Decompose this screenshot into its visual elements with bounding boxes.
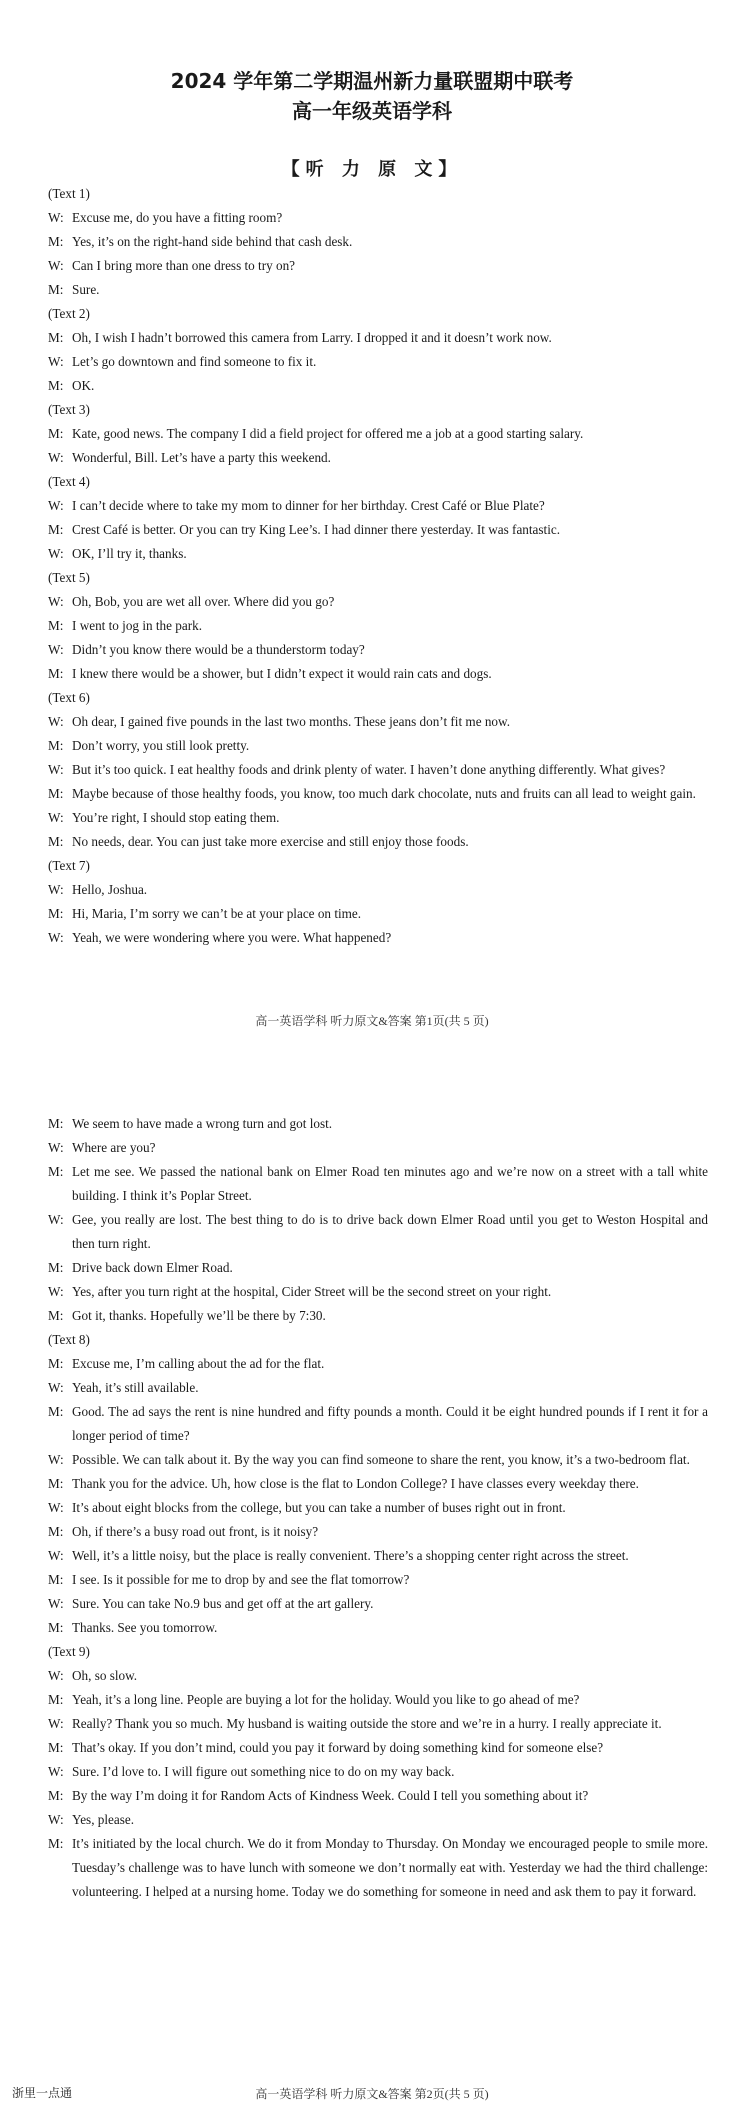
speaker-label: W: <box>48 258 64 273</box>
dialogue-text: Maybe because of those healthy foods, you know, too much dark chocolate, nuts and fruits can all lead to weight gain. <box>72 786 696 801</box>
dialogue-line <box>48 830 708 854</box>
dialogue-text: Sure. You can take No.9 bus and get off at the art gallery. <box>72 1596 374 1611</box>
dialogue-text: Let’s go downtown and find someone to fix it. <box>72 354 317 369</box>
dialogue-line <box>48 614 708 638</box>
dialogue-text: Oh dear, I gained five pounds in the last two months. These jeans don’t fit me now. <box>72 714 510 729</box>
speaker-label: M: <box>48 666 64 681</box>
watermark-text: 浙里一点通 <box>12 2086 73 2100</box>
dialogue-text: Oh, if there’s a busy road out front, is it noisy? <box>72 1524 319 1539</box>
dialogue-text: Don’t worry, you still look pretty. <box>72 738 250 753</box>
speaker-label: W: <box>48 930 64 945</box>
dialogue-line <box>48 1256 708 1280</box>
dialogue-text: Really? Thank you so much. My husband is waiting outside the store and we’re in a hurry. I really appreciate it. <box>72 1716 662 1731</box>
text-section-label: (Text 6) <box>48 690 90 705</box>
dialogue-text: Excuse me, I’m calling about the ad for the flat. <box>72 1356 325 1371</box>
dialogue-line <box>48 494 708 518</box>
dialogue-text: I can’t decide where to take my mom to dinner for her birthday. Crest Café or Blue Plate? <box>72 498 545 513</box>
dialogue-text: You’re right, I should stop eating them. <box>72 810 280 825</box>
speaker-label: M: <box>48 906 64 921</box>
speaker-label: M: <box>48 1404 64 1419</box>
dialogue-text: Oh, Bob, you are wet all over. Where did you go? <box>72 594 335 609</box>
dialogue-line <box>48 206 708 230</box>
dialogue-line <box>48 230 708 254</box>
dialogue-text: Where are you? <box>72 1140 156 1155</box>
dialogue-line <box>48 1688 708 1712</box>
speaker-label: W: <box>48 762 64 777</box>
dialogue-line <box>48 518 708 542</box>
dialogue-text: I knew there would be a shower, but I didn’t expect it would rain cats and dogs. <box>72 666 492 681</box>
speaker-label: W: <box>48 642 64 657</box>
speaker-label: M: <box>48 1356 64 1371</box>
dialogue-text: Good. The ad says the rent is nine hundred and fifty pounds a month. Could it be eight hundred pounds if I rent it for a longer period of time? <box>72 1404 708 1443</box>
dialogue-text: Sure. <box>72 282 100 297</box>
dialogue-text: By the way I’m doing it for Random Acts of Kindness Week. Could I tell you something about it? <box>72 1788 589 1803</box>
dialogue-text: Yeah, we were wondering where you were. What happened? <box>72 930 392 945</box>
dialogue-text: Yeah, it’s a long line. People are buying a lot for the holiday. Would you like to go ahead of me? <box>72 1692 580 1707</box>
text-section-label: (Text 3) <box>48 402 90 417</box>
page-1 <box>0 0 744 1040</box>
dialogue-line <box>48 254 708 278</box>
speaker-label: M: <box>48 618 64 633</box>
speaker-label: W: <box>48 810 64 825</box>
speaker-label: W: <box>48 1596 64 1611</box>
speaker-label: W: <box>48 1452 64 1467</box>
speaker-label: W: <box>48 1668 64 1683</box>
dialogue-line <box>48 278 708 302</box>
text-section-label: (Text 4) <box>48 474 90 489</box>
dialogue-line <box>48 710 708 734</box>
dialogue-line <box>48 926 708 950</box>
dialogue-text: But it’s too quick. I eat healthy foods and drink plenty of water. I haven’t done anything differently. What gives? <box>72 762 666 777</box>
dialogue-text: Crest Café is better. Or you can try King Lee’s. I had dinner there yesterday. It was fantastic. <box>72 522 561 537</box>
dialogue-line <box>48 1520 708 1544</box>
dialogue-line <box>48 1832 708 1904</box>
dialogue-text: That’s okay. If you don’t mind, could you pay it forward by doing something kind for someone else? <box>72 1740 604 1755</box>
dialogue-line <box>48 422 708 446</box>
speaker-label: W: <box>48 498 64 513</box>
speaker-label: M: <box>48 1692 64 1707</box>
dialogue-line <box>48 350 708 374</box>
text-section-label: (Text 5) <box>48 570 90 585</box>
dialogue-text: Yeah, it’s still available. <box>72 1380 199 1395</box>
dialogue-line <box>48 1352 708 1376</box>
dialogue-text: I see. Is it possible for me to drop by and see the flat tomorrow? <box>72 1572 410 1587</box>
speaker-label: W: <box>48 1548 64 1563</box>
speaker-label: M: <box>48 1524 64 1539</box>
speaker-label: M: <box>48 1836 64 1851</box>
dialogue-line <box>48 326 708 350</box>
dialogue-text: Drive back down Elmer Road. <box>72 1260 233 1275</box>
transcript-body <box>48 182 708 950</box>
dialogue-text: Kate, good news. The company I did a field project for offered me a job at a good starting salary. <box>72 426 584 441</box>
dialogue-text: No needs, dear. You can just take more exercise and still enjoy those foods. <box>72 834 469 849</box>
speaker-label: W: <box>48 1764 64 1779</box>
dialogue-text: Well, it’s a little noisy, but the place is really convenient. There’s a shopping center right across the street. <box>72 1548 629 1563</box>
dialogue-line <box>48 1136 708 1160</box>
dialogue-line <box>48 806 708 830</box>
speaker-label: W: <box>48 546 64 561</box>
speaker-label: M: <box>48 282 64 297</box>
speaker-label: M: <box>48 1572 64 1587</box>
speaker-label: W: <box>48 450 64 465</box>
dialogue-line <box>48 374 708 398</box>
speaker-label: M: <box>48 522 64 537</box>
dialogue-text: OK, I’ll try it, thanks. <box>72 546 187 561</box>
dialogue-line <box>48 782 708 806</box>
page-footer: 高一英语学科 听力原文&答案 第1页(共 5 页) <box>255 1014 489 1028</box>
speaker-label: M: <box>48 738 64 753</box>
dialogue-text: Got it, thanks. Hopefully we’ll be there by 7:30. <box>72 1308 326 1323</box>
dialogue-line <box>48 1400 708 1448</box>
dialogue-text: Didn’t you know there would be a thunderstorm today? <box>72 642 365 657</box>
speaker-label: W: <box>48 1212 64 1227</box>
speaker-label: W: <box>48 210 64 225</box>
dialogue-line <box>48 1160 708 1208</box>
text-section-label: (Text 1) <box>48 186 90 201</box>
speaker-label: M: <box>48 786 64 801</box>
text-section-label: (Text 2) <box>48 306 90 321</box>
speaker-label: M: <box>48 1620 64 1635</box>
dialogue-text: Can I bring more than one dress to try on? <box>72 258 296 273</box>
speaker-label: M: <box>48 1476 64 1491</box>
dialogue-text: Hi, Maria, I’m sorry we can’t be at your place on time. <box>72 906 362 921</box>
dialogue-line <box>48 1568 708 1592</box>
speaker-label: W: <box>48 354 64 369</box>
speaker-label: W: <box>48 594 64 609</box>
dialogue-text: Let me see. We passed the national bank on Elmer Road ten minutes ago and we’re now on a street with a tall white building. I think it’s Poplar Street. <box>72 1164 708 1203</box>
speaker-label: M: <box>48 1260 64 1275</box>
dialogue-line <box>48 1496 708 1520</box>
speaker-label: W: <box>48 714 64 729</box>
dialogue-line <box>48 446 708 470</box>
dialogue-line <box>48 638 708 662</box>
transcript-body <box>48 1112 708 1904</box>
dialogue-line <box>48 1616 708 1640</box>
section-heading: 【听 力 原 文】 <box>281 159 463 180</box>
speaker-label: M: <box>48 1116 64 1131</box>
dialogue-line <box>48 1592 708 1616</box>
dialogue-text: Hello, Joshua. <box>72 882 148 897</box>
dialogue-text: Thanks. See you tomorrow. <box>72 1620 218 1635</box>
text-section-label: (Text 7) <box>48 858 90 873</box>
dialogue-line <box>48 1304 708 1328</box>
speaker-label: M: <box>48 834 64 849</box>
dialogue-line <box>48 878 708 902</box>
speaker-label: M: <box>48 1308 64 1323</box>
speaker-label: M: <box>48 234 64 249</box>
dialogue-text: Possible. We can talk about it. By the way you can find someone to share the rent, you know, it’s a two-bedroom flat. <box>72 1452 690 1467</box>
dialogue-line <box>48 1448 708 1472</box>
speaker-label: W: <box>48 882 64 897</box>
dialogue-line <box>48 1376 708 1400</box>
dialogue-line <box>48 1208 708 1256</box>
dialogue-line <box>48 1808 708 1832</box>
dialogue-text: Yes, it’s on the right-hand side behind that cash desk. <box>72 234 353 249</box>
dialogue-text: OK. <box>72 378 95 393</box>
speaker-label: M: <box>48 330 64 345</box>
page-footer: 高一英语学科 听力原文&答案 第2页(共 5 页) <box>255 2087 489 2101</box>
dialogue-line <box>48 734 708 758</box>
speaker-label: W: <box>48 1500 64 1515</box>
speaker-label: M: <box>48 378 64 393</box>
dialogue-text: Excuse me, do you have a fitting room? <box>72 210 283 225</box>
dialogue-text: Sure. I’d love to. I will figure out something nice to do on my way back. <box>72 1764 455 1779</box>
speaker-label: M: <box>48 1740 64 1755</box>
dialogue-line <box>48 542 708 566</box>
dialogue-line <box>48 1736 708 1760</box>
dialogue-text: Yes, after you turn right at the hospital, Cider Street will be the second street on your right. <box>72 1284 552 1299</box>
dialogue-line <box>48 1472 708 1496</box>
page-2 <box>0 1100 744 2104</box>
dialogue-line <box>48 1112 708 1136</box>
dialogue-line <box>48 662 708 686</box>
speaker-label: W: <box>48 1716 64 1731</box>
dialogue-line <box>48 590 708 614</box>
dialogue-text: Thank you for the advice. Uh, how close is the flat to London College? I have classes every weekday there. <box>72 1476 639 1491</box>
dialogue-line <box>48 1712 708 1736</box>
dialogue-text: Yes, please. <box>72 1812 135 1827</box>
exam-subject: 高一年级英语学科 <box>292 99 452 123</box>
speaker-label: W: <box>48 1140 64 1155</box>
speaker-label: W: <box>48 1812 64 1827</box>
speaker-label: M: <box>48 1788 64 1803</box>
dialogue-text: Gee, you really are lost. The best thing to do is to drive back down Elmer Road until you get to Weston Hospital and then turn right. <box>72 1212 708 1251</box>
dialogue-line <box>48 1280 708 1304</box>
dialogue-text: I went to jog in the park. <box>72 618 203 633</box>
dialogue-text: It’s initiated by the local church. We do it from Monday to Thursday. On Monday we encouraged people to smile more. Tuesday’s challenge was to have lunch with someone we don’t normally eat with. Yesterday we had the third challenge: volunteering. I helped at a nursing home. Today we do something for someone in need and ask them to pay it forward. <box>72 1836 708 1899</box>
speaker-label: W: <box>48 1380 64 1395</box>
exam-title: 2024 学年第二学期温州新力量联盟期中联考 <box>170 69 574 93</box>
dialogue-text: We seem to have made a wrong turn and got lost. <box>72 1116 333 1131</box>
dialogue-text: It’s about eight blocks from the college, but you can take a number of buses right out in front. <box>72 1500 566 1515</box>
dialogue-line <box>48 758 708 782</box>
dialogue-line <box>48 1544 708 1568</box>
dialogue-line <box>48 1760 708 1784</box>
dialogue-line <box>48 1784 708 1808</box>
text-section-label: (Text 8) <box>48 1332 90 1347</box>
dialogue-text: Oh, so slow. <box>72 1668 138 1683</box>
speaker-label: M: <box>48 426 64 441</box>
text-section-label: (Text 9) <box>48 1644 90 1659</box>
speaker-label: M: <box>48 1164 64 1179</box>
dialogue-line <box>48 902 708 926</box>
dialogue-text: Wonderful, Bill. Let’s have a party this weekend. <box>72 450 331 465</box>
dialogue-text: Oh, I wish I hadn’t borrowed this camera from Larry. I dropped it and it doesn’t work now. <box>72 330 552 345</box>
dialogue-line <box>48 1664 708 1688</box>
speaker-label: W: <box>48 1284 64 1299</box>
